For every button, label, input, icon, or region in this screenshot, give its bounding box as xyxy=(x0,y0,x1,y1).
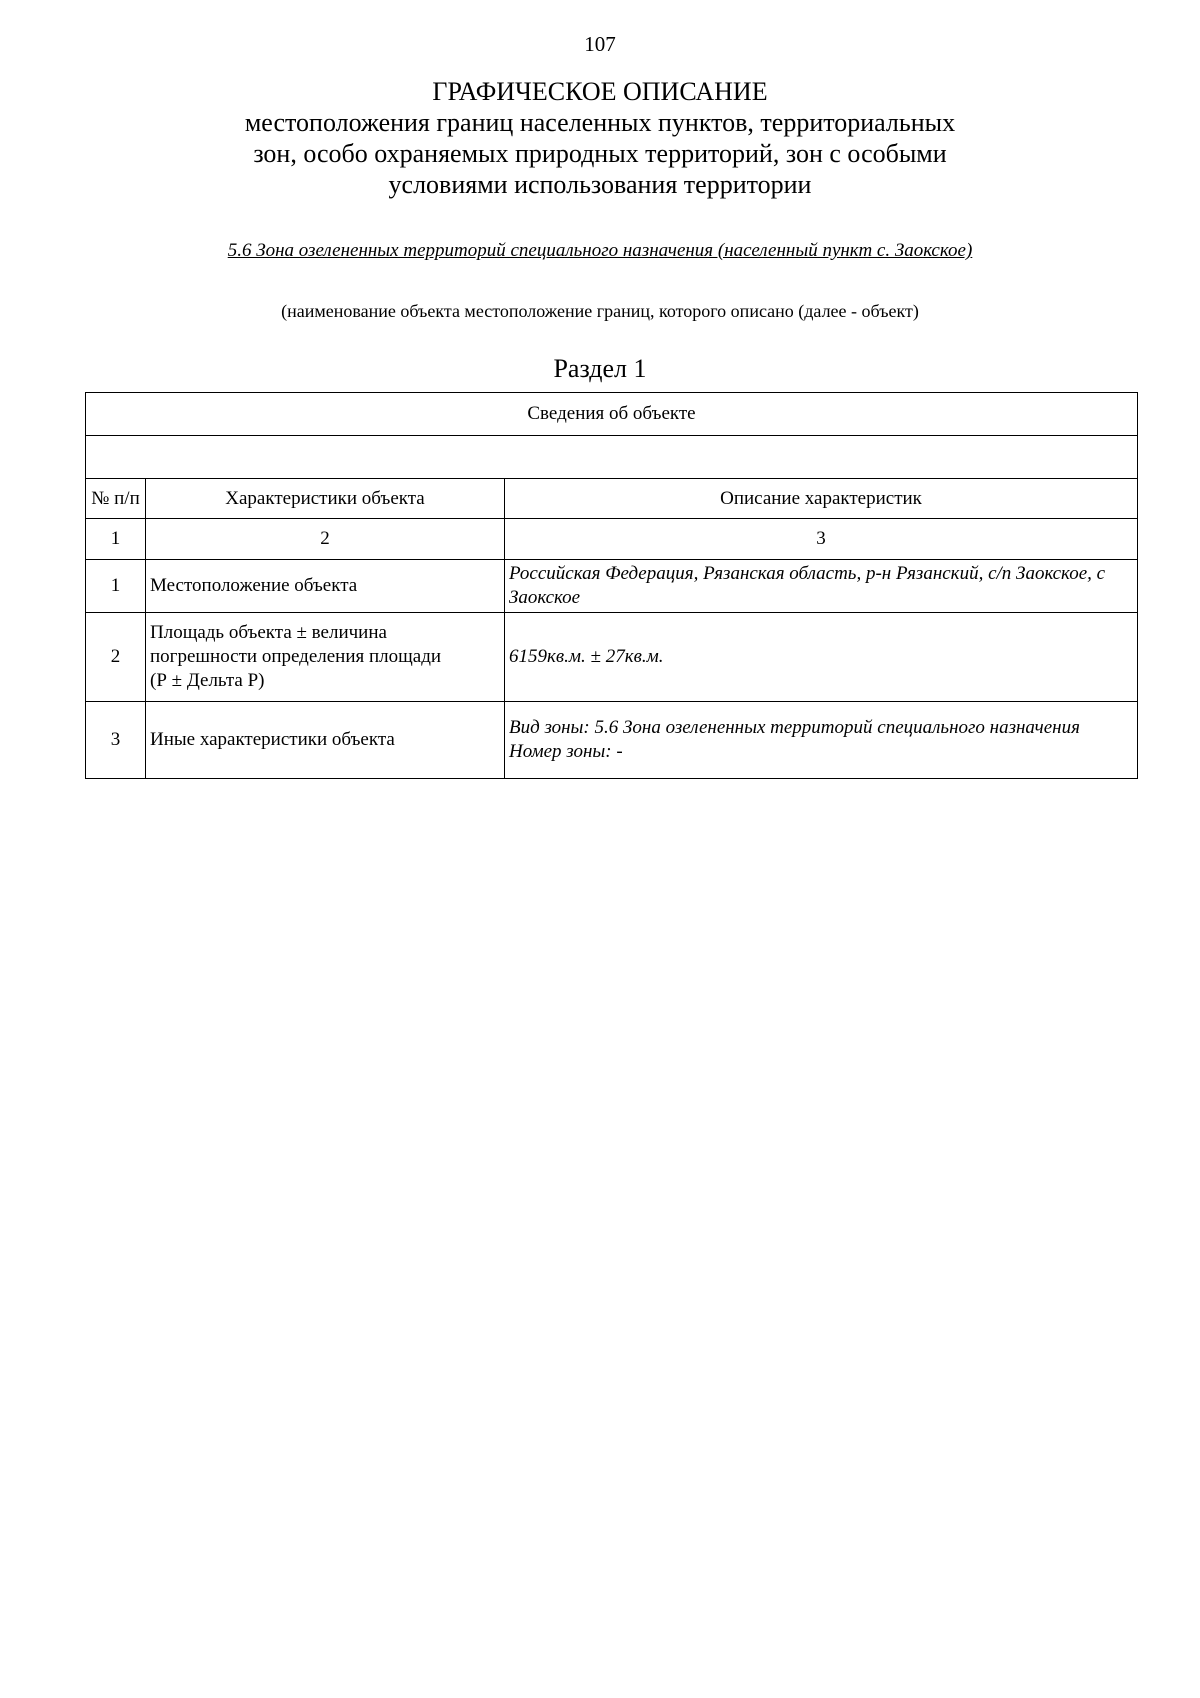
section-title: Раздел 1 xyxy=(553,354,647,383)
row-description xyxy=(505,613,1138,702)
title-line-3: зон, особо охраняемых природных территорий, зон с особыми xyxy=(253,139,947,168)
table-empty-row xyxy=(86,436,1138,479)
description-line: Номер зоны: - xyxy=(509,741,623,762)
row-num: 2 xyxy=(86,613,146,702)
row-characteristic: Иные характеристики объекта xyxy=(146,702,505,779)
column-number: 2 xyxy=(146,519,505,560)
header-description: Описание характеристик xyxy=(505,479,1138,519)
document-title xyxy=(100,76,1100,200)
object-caption: (наименование объекта местоположение границ, которого описано (далее - объект) xyxy=(281,301,919,321)
characteristic-line: погрешности определения площади xyxy=(150,646,442,667)
object-info-table xyxy=(85,392,1138,779)
description-line: Вид зоны: 5.6 Зона озелененных территорий специального назначения xyxy=(509,717,1080,738)
page-number: 107 xyxy=(584,32,616,56)
title-line-4: условиями использования территории xyxy=(388,170,812,199)
row-description xyxy=(505,702,1138,779)
title-line-2: местоположения границ населенных пунктов, территориальных xyxy=(244,108,956,137)
column-number: 1 xyxy=(86,519,146,560)
characteristic-line: (Р ± Дельта Р) xyxy=(150,670,265,691)
row-characteristic xyxy=(146,613,505,702)
row-num: 1 xyxy=(86,560,146,613)
table-row xyxy=(86,702,1138,779)
object-name: 5.6 Зона озелененных территорий специального назначения (населенный пункт с. Заокское) xyxy=(227,240,973,261)
header-characteristic: Характеристики объекта xyxy=(146,479,505,519)
column-number: 3 xyxy=(505,519,1138,560)
description-line: 6159кв.м. ± 27кв.м. xyxy=(509,646,664,667)
row-description xyxy=(505,560,1138,613)
table-caption: Сведения об объекте xyxy=(86,393,1138,436)
description-line: Российская Федерация, Рязанская область, р-н Рязанский, с/п Заокское, с Заокское xyxy=(509,563,1106,608)
title-line-1: ГРАФИЧЕСКОЕ ОПИСАНИЕ xyxy=(432,77,768,106)
table-row xyxy=(86,613,1138,702)
table-empty-cell xyxy=(86,436,1138,479)
column-numbers-row xyxy=(86,519,1138,560)
row-characteristic: Местоположение объекта xyxy=(146,560,505,613)
characteristic-line: Площадь объекта ± величина xyxy=(150,622,387,643)
header-num: № п/п xyxy=(86,479,146,519)
table-caption-row xyxy=(86,393,1138,436)
table-row xyxy=(86,560,1138,613)
row-num: 3 xyxy=(86,702,146,779)
table-header-row xyxy=(86,479,1138,519)
